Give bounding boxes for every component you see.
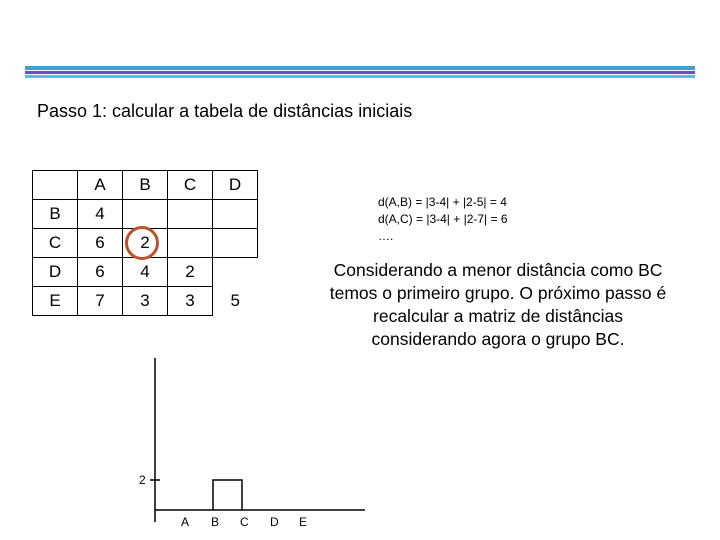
header-bar-bottom [25, 75, 695, 78]
table-cell [213, 200, 258, 229]
header-bar-top [25, 66, 695, 70]
column-header: C [168, 171, 213, 200]
column-header: A [78, 171, 123, 200]
table-cell: 4 [123, 258, 168, 287]
calculation-line: d(A,B) = |3-4| + |2-5| = 4 [378, 195, 507, 209]
table-header-row [33, 171, 258, 200]
min-distance-highlight [125, 226, 159, 260]
y-tick-label: 2 [139, 473, 146, 487]
calculation-line: …. [378, 229, 394, 243]
leaf-label: E [299, 515, 308, 529]
explanation-line: considerando agora o grupo BC. [371, 329, 625, 349]
leaf-label: C [240, 515, 249, 529]
table-cell [168, 229, 213, 258]
leaf-label: A [181, 515, 190, 529]
explanation-text [298, 259, 698, 351]
row-header: E [33, 287, 78, 316]
table-cell: 2 [168, 258, 213, 287]
explanation-line: Considerando a menor distância como BC [333, 260, 663, 280]
table-cell: 3 [123, 287, 168, 316]
explanation-line: recalcular a matriz de distâncias [373, 306, 623, 326]
column-header: D [213, 171, 258, 200]
leaf-label: D [270, 515, 279, 529]
explanation-line: temos o primeiro grupo. O próximo passo é [329, 283, 667, 303]
table-cell-empty [213, 258, 258, 287]
table-cell: 6 [78, 258, 123, 287]
table-corner-cell [33, 171, 78, 200]
table-row [33, 258, 258, 287]
table-cell [213, 229, 258, 258]
table-cell [168, 200, 213, 229]
table-cell: 7 [78, 287, 123, 316]
table-row [33, 200, 258, 229]
calculation-line: d(A,C) = |3-4| + |2-7| = 6 [378, 212, 508, 226]
leaf-label: B [211, 515, 220, 529]
table-cell: 5 [230, 291, 240, 310]
distance-calculations [378, 194, 508, 245]
slide-title: Passo 1: calcular a tabela de distâncias iniciais [37, 101, 413, 121]
row-header: B [33, 200, 78, 229]
table-cell-min: 2 [123, 229, 168, 258]
row-header: D [33, 258, 78, 287]
table-cell: 4 [78, 200, 123, 229]
table-cell [123, 200, 168, 229]
table-cell: 3 [168, 287, 213, 316]
table-row [33, 287, 258, 316]
row-header: C [33, 229, 78, 258]
table-cell: 6 [78, 229, 123, 258]
header-bar-middle [25, 71, 695, 74]
column-header: B [123, 171, 168, 200]
dendrogram-link-bc [213, 480, 242, 510]
